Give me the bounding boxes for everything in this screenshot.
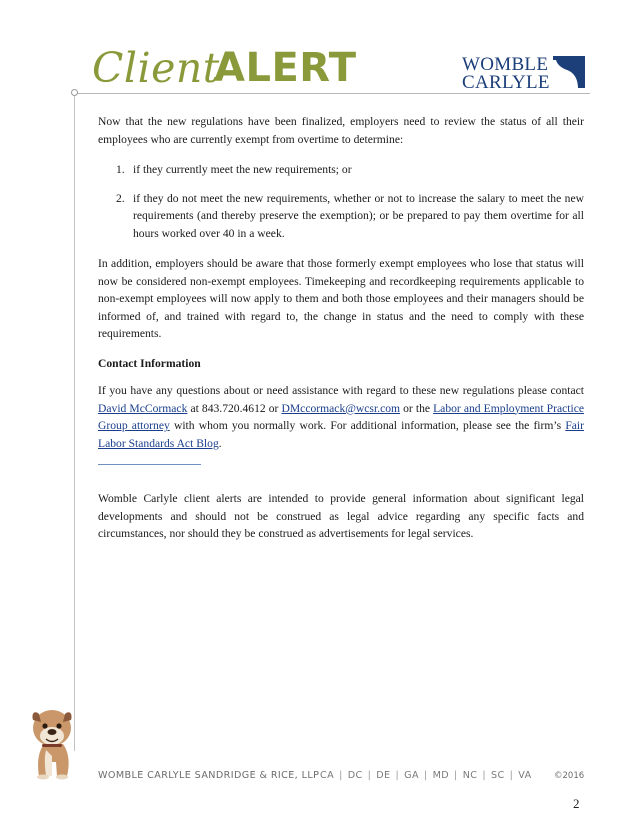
page-number: 2 [573,796,580,811]
list-item [98,161,584,179]
footer-state-list [320,770,532,781]
rule-corner-dot [71,89,78,96]
alert-content [98,113,584,543]
margin-rule [74,96,75,751]
state-code: DC [347,770,363,781]
intro-paragraph: Now that the new regulations have been finalized, employers need to review the status of all their employees who are currently exempt from overtime to determine: [98,115,584,146]
footer-firm-name: WOMBLE CARLYLE SANDRIDGE & RICE, LLP [98,770,320,781]
state-divider: | [423,770,428,781]
state-divider: | [482,770,487,781]
list-number: 1. [116,163,125,176]
determination-list [98,161,584,242]
state-code: NC [462,770,478,781]
bulldog-icon [24,700,80,780]
state-code: SC [491,770,505,781]
state-code: MD [432,770,450,781]
state-code: GA [404,770,419,781]
contact-text: If you have any questions about or need assistance with regard to these new regulations please contact [98,384,584,397]
logo-text-womble: WOMBLE [462,54,549,75]
state-divider: | [454,770,458,781]
contact-heading: Contact Information [98,356,201,370]
footer-copyright: ©2016 [554,771,585,781]
contact-text: with whom you normally work. For additional information, please see the firm’s [169,419,566,432]
state-code: CA [320,770,335,781]
state-divider: | [339,770,343,781]
flsa-blog-link[interactable]: Fair Labor Standards Act Blog [98,419,584,450]
contact-text: or the [400,401,434,415]
logo-mark-icon [553,56,585,88]
logo-text-carlyle: CARLYLE [462,72,550,93]
disclaimer-paragraph: Womble Carlyle client alerts are intended to provide general information about significant legal developments and should not be construed as legal advice regarding any specific facts and circumstances, nor should they be construed as advertisements for legal services. [98,492,584,540]
addition-paragraph: In addition, employers should be aware that those formerly exempt employees who lose that status will now be considered non-exempt employees. Timekeeping and recordkeeping requirements applicable to non-exempt employees will now apply to them and both those employees and their managers should be informed of, and trained with regard to, the change in status and the need to comply with these requirements. [98,257,584,340]
practice-group-link[interactable]: Labor and Employment Practice Group attorney [98,401,584,432]
footnote-separator [98,464,201,465]
list-item [98,190,584,243]
list-number: 2. [116,191,125,205]
header-title-client: Client [92,44,220,92]
contact-text: . [218,436,222,450]
list-item-text: if they do not meet the new requirements, whether or not to increase the salary to meet the new requirements (and thereby preserve the exemption); or be prepared to pay them overtime for all hours worked over 40 in a week. [133,191,584,240]
state-divider: | [509,770,514,781]
list-item-text: if they currently meet the new requirements; or [133,163,352,176]
header-rule [76,93,590,94]
state-divider: | [395,770,400,781]
contact-text: at 843.720.4612 or [187,401,282,415]
contact-paragraph [98,382,584,452]
state-code: DE [376,770,391,781]
header-title-alert: ALERT [214,45,357,91]
state-divider: | [367,770,372,781]
contact-email-link[interactable]: DMccormack@wcsr.com [281,401,401,415]
contact-name-link[interactable]: David McCormack [98,401,188,415]
state-code: VA [518,770,532,781]
